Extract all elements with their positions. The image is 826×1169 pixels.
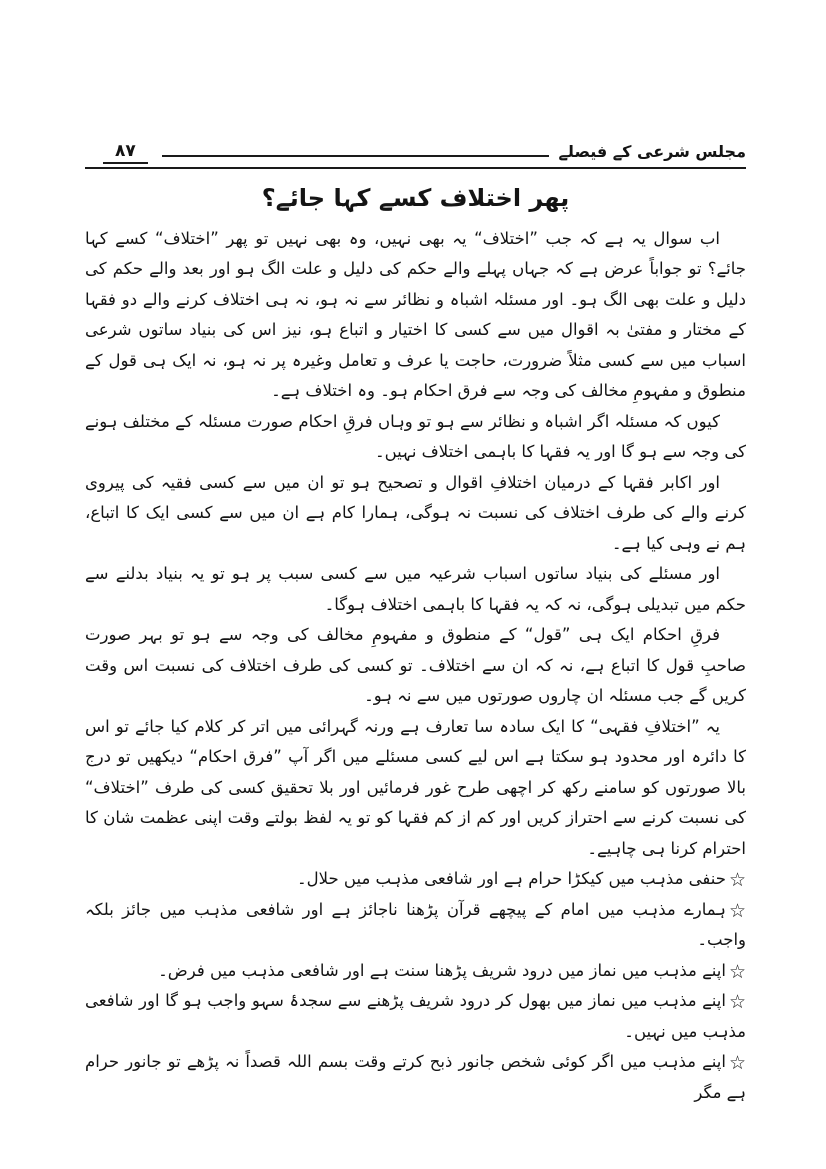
- bullet-item: [85, 895, 746, 956]
- paragraph-3: اور اکابر فقہا کے درمیان اختلافِ اقوال و تصحیح ہو تو ان میں سے کسی فقیہ کی پیروی کرنے والے کی طرف اختلاف کی نسبت نہ ہوگی، ہمارا کام ہے ان میں سے کسی ایک کا اتباع، ہم نے وہی کیا ہے۔: [85, 472, 746, 553]
- paragraph-4: اور مسئلے کی بنیاد ساتوں اسباب شرعیہ میں سے کسی سبب پر ہو تو یہ بنیاد بدلنے سے حکم میں تبدیلی ہوگی، نہ کہ یہ فقہا کا باہمی اختلاف ہوگا۔: [85, 564, 746, 614]
- header-rule: [162, 155, 549, 157]
- bullet-item: [85, 864, 746, 895]
- bullet-text: اپنے مذہب میں اگر کوئی شخص جانور ذبح کرتے وقت بسم اللہ قصداً نہ پڑھے تو جانور حرام ہے مگر: [85, 1052, 746, 1102]
- paragraph-2: کیوں کہ مسئلہ اگر اشباہ و نظائر سے ہو تو وہاں فرقِ احکام صورت مسئلہ کے مختلف ہونے کی وجہ سے ہو گا اور یہ فقہا کا باہمی اختلاف نہیں۔: [85, 411, 746, 462]
- page-number: ۸۷: [103, 142, 148, 164]
- bullet-item: [85, 956, 746, 987]
- star-bullet-icon: ☆: [728, 899, 746, 922]
- star-bullet-icon: ☆: [728, 869, 746, 892]
- star-bullet-icon: ☆: [728, 960, 746, 983]
- bullet-item: [85, 1047, 746, 1108]
- paragraph-6: یہ ”اختلافِ فقہی“ کا ایک سادہ سا تعارف ہے ورنہ گہرائی میں اتر کر کلام کیا جائے تو اس کا دائرہ اور محدود ہو سکتا ہے اس لیے کسی مسئلے میں اگر آپ ”فرق احکام“ دیکھیں تو درج بالا صورتوں کو سامنے رکھ کر اچھی طرح غور فرمائیں اور بلا تحقیق کسی کی طرف ”اختلاف“ کی نسبت کرنے سے احتراز کریں اور کم از کم فقہا کو تو یہ لفظ بولتے وقت اپنی عظمت شان کا احترام کرنا ہی چاہیے۔: [85, 716, 746, 858]
- section-heading: پھر اختلاف کسے کہا جائے؟: [261, 183, 570, 212]
- page-content: [85, 142, 746, 1108]
- running-header: [85, 142, 746, 169]
- bullet-text: ہمارے مذہب میں امام کے پیچھے قرآن پڑھنا ناجائز ہے اور شافعی مذہب میں جائز بلکہ واجب۔: [85, 899, 746, 950]
- star-bullet-icon: ☆: [728, 1052, 746, 1075]
- paragraph-5: فرقِ احکام ایک ہی ”قول“ کے منطوق و مفہومِ مخالف کی وجہ سے ہو تو بہر صورت صاحبِ قول کا اتباع ہے، نہ کہ ان سے اختلاف۔ تو کسی کی طرف اختلاف کی نسبت اس وقت کریں گے جب مسئلہ ان چاروں صورتوں میں سے نہ ہو۔: [85, 625, 746, 706]
- bullet-text: اپنے مذہب میں نماز میں بھول کر درود شریف پڑھنے سے سجدۂ سہو واجب ہو گا اور شافعی مذہب میں نہیں۔: [85, 991, 746, 1041]
- paragraph-1: اب سوال یہ ہے کہ جب ”اختلاف“ یہ بھی نہیں، وہ بھی نہیں تو پھر ”اختلاف“ کسے کہا جائے؟ تو جواباً عرض ہے کہ جہاں پہلے والے حکم کی دلیل و علت الگ ہو اور بعد والے حکم کی دلیل و علت بھی الگ ہو۔ اور مسئلہ اشباہ و نظائر سے نہ ہو، نہ ہی اختلاف کرنے والے دو فقہا کے مختار و مفتیٰ بہ اقوال میں سے کسی کا اختیار و اتباع ہو، نیز اس کی بنیاد ساتوں شرعی اسباب میں سے کسی مثلاً ضرورت، حاجت یا عرف و تعامل وغیرہ پر نہ ہو، نہ ایک ہی قول کے منطوق و مفہومِ مخالف کی وجہ سے فرق احکام ہو۔ وہ اختلاف ہے۔: [85, 228, 746, 401]
- bullet-item: [85, 986, 746, 1047]
- star-bullet-icon: ☆: [728, 991, 746, 1014]
- bullet-text: اپنے مذہب میں نماز میں درود شریف پڑھنا سنت ہے اور شافعی مذہب میں فرض۔: [158, 960, 726, 980]
- book-title: مجلس شرعی کے فیصلے: [558, 142, 746, 161]
- bullet-text: حنفی مذہب میں کیکڑا حرام ہے اور شافعی مذہب میں حلال۔: [296, 869, 726, 889]
- body-text: [85, 224, 746, 1109]
